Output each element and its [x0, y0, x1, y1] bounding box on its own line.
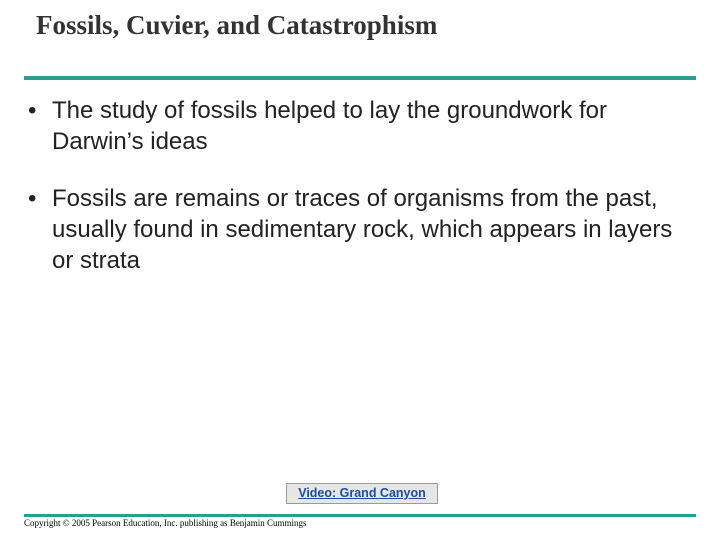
bullet-list — [28, 95, 688, 302]
title-divider — [24, 76, 696, 80]
footer-divider — [24, 514, 696, 517]
bullet-item — [28, 95, 688, 157]
bullet-marker: • — [28, 185, 37, 212]
bullet-text: The study of fossils helped to lay the groundwork for Darwin’s ideas — [52, 97, 607, 155]
video-link-button[interactable]: Video: Grand Canyon — [286, 483, 438, 504]
bullet-marker: • — [28, 97, 37, 124]
bullet-item — [28, 183, 688, 276]
copyright-text: Copyright © 2005 Pearson Education, Inc. publishing as Benjamin Cummings — [24, 518, 307, 528]
bullet-text: Fossils are remains or traces of organisms from the past, usually found in sedimentary rock, which appears in layers or strata — [52, 185, 673, 274]
slide-title: Fossils, Cuvier, and Catastrophism — [36, 10, 438, 40]
